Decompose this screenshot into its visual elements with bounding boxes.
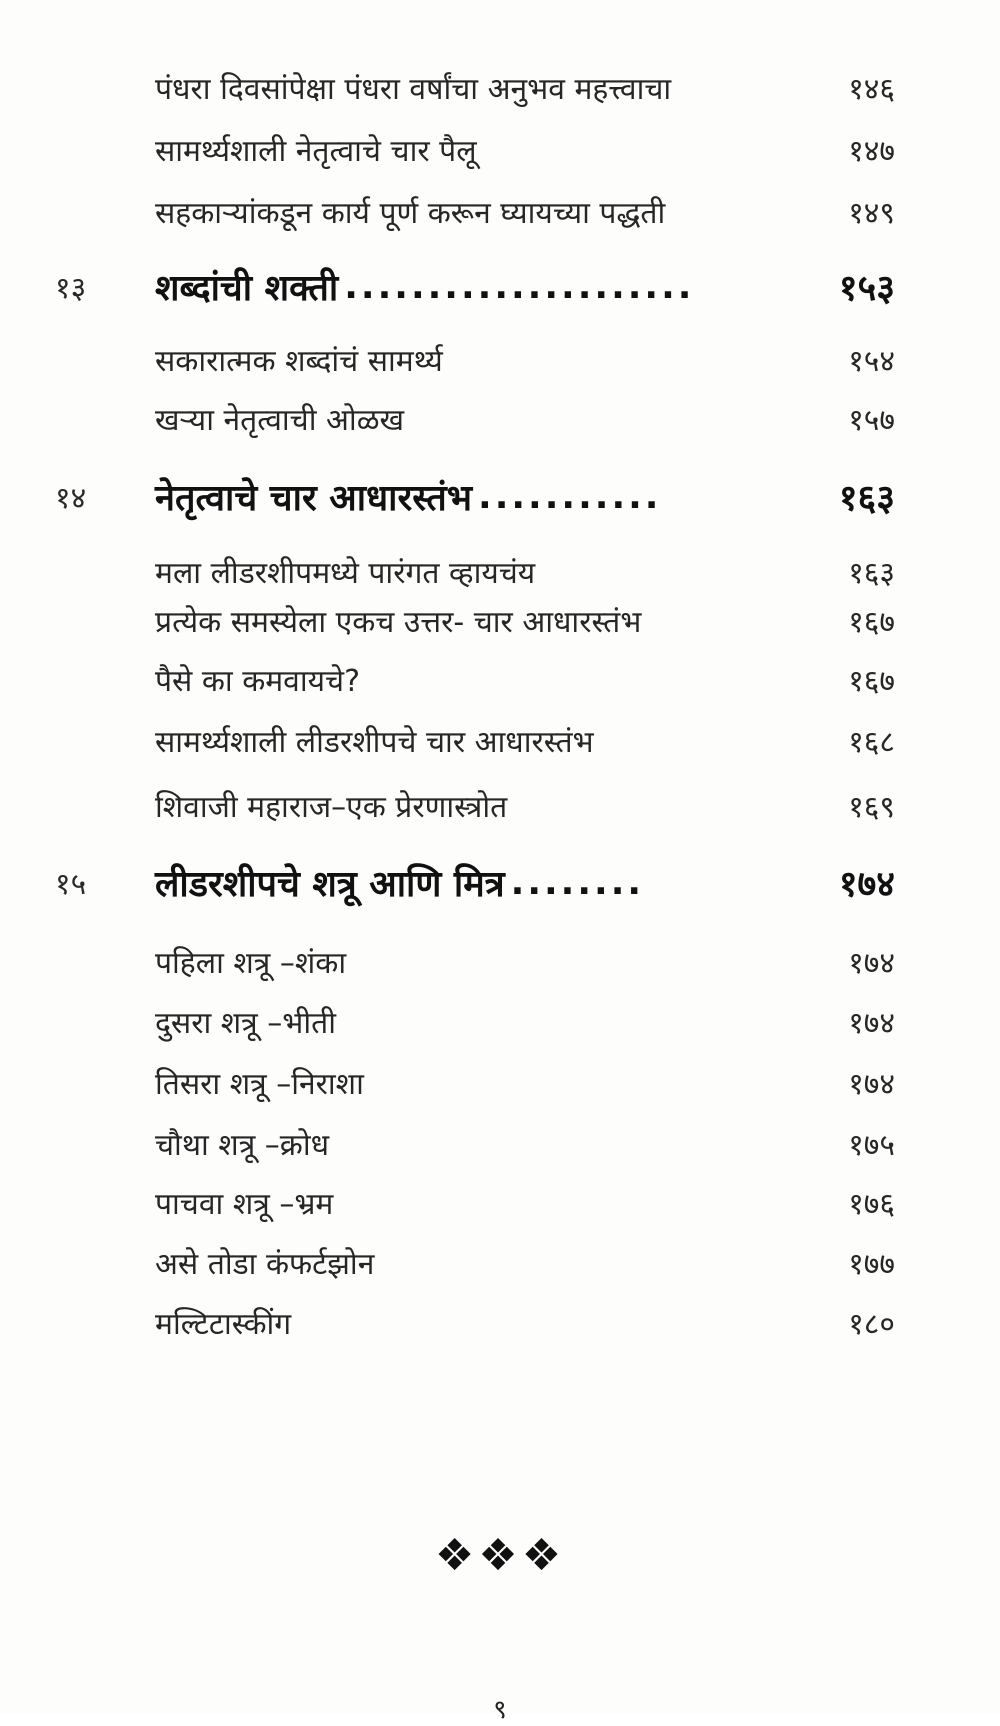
dot-leader: ........ <box>510 861 645 903</box>
toc-entry-title: सामर्थ्यशाली लीडरशीपचे चार आधारस्तंभ <box>155 724 594 760</box>
toc-entry-title: सकारात्मक शब्दांचं सामर्थ्य <box>155 343 443 379</box>
ornament-divider: ❖❖❖ <box>434 1530 566 1581</box>
chapter-page: १६३ <box>838 477 895 519</box>
toc-entry <box>155 546 895 596</box>
toc-entry <box>155 62 895 112</box>
chapter-heading <box>55 254 895 318</box>
toc-entry <box>155 654 895 704</box>
toc-entry-page: १६७ <box>848 663 895 699</box>
toc-entry-title: सामर्थ्यशाली नेतृत्वाचे चार पैलू <box>155 133 477 169</box>
toc-entry-page: १७४ <box>848 1005 895 1041</box>
toc-entry-title: पहिला शत्रू –शंका <box>155 945 347 981</box>
toc-entry-page: १४६ <box>848 71 895 107</box>
dot-leader: ........... <box>478 475 662 517</box>
toc-entry-title: मला लीडरशीपमध्ये पारंगत व्हायचंय <box>155 555 536 591</box>
dot-leader: ..................... <box>344 265 695 307</box>
chapter-number: १४ <box>55 480 87 516</box>
toc-entry-page: १७७ <box>848 1246 895 1282</box>
toc-entry <box>155 186 895 236</box>
toc-entry <box>155 936 895 986</box>
chapter-heading <box>55 850 895 914</box>
toc-entry <box>155 715 895 765</box>
toc-entry-page: १७४ <box>848 1066 895 1102</box>
toc-entry-page: १६८ <box>848 724 895 760</box>
toc-entry-title: खऱ्या नेतृत्वाची ओळख <box>155 402 405 438</box>
toc-entry <box>155 595 895 645</box>
toc-entry <box>155 1118 895 1168</box>
chapter-heading <box>55 464 895 528</box>
toc-entry-title: शिवाजी महाराज–एक प्रेरणास्त्रोत <box>155 789 508 825</box>
toc-entry-title: पाचवा शत्रू –भ्रम <box>155 1186 334 1222</box>
toc-entry <box>155 1177 895 1227</box>
chapter-number: १३ <box>55 270 87 306</box>
toc-entry-title: दुसरा शत्रू –भीती <box>155 1005 337 1041</box>
chapter-title: लीडरशीपचे शत्रू आणि मित्र <box>155 863 505 905</box>
toc-entry-page: १४९ <box>848 195 895 231</box>
toc-entry <box>155 393 895 443</box>
toc-entry <box>155 1237 895 1287</box>
page-number: ९ <box>493 1695 507 1725</box>
toc-entry-page: १६३ <box>848 555 895 591</box>
toc-entry-page: १६७ <box>848 604 895 640</box>
chapter-title: नेतृत्वाचे चार आधारस्तंभ <box>155 477 473 519</box>
toc-entry-title: असे तोडा कंफर्टझोन <box>155 1246 375 1282</box>
toc-entry-page: १६९ <box>848 789 895 825</box>
chapter-number: १५ <box>55 866 87 902</box>
toc-entry-page: १७६ <box>848 1186 895 1222</box>
toc-entry-title: प्रत्येक समस्येला एकच उत्तर- चार आधारस्तंभ <box>155 604 642 640</box>
toc-entry <box>155 1297 895 1347</box>
toc-entry-title: पैसे का कमवायचे? <box>155 663 361 699</box>
chapter-page: १७४ <box>838 863 895 905</box>
toc-entry <box>155 780 895 830</box>
toc-entry-page: १७५ <box>848 1127 895 1163</box>
toc-entry <box>155 124 895 174</box>
toc-entry-title: तिसरा शत्रू –निराशा <box>155 1066 364 1102</box>
toc-entry-page: १५७ <box>848 402 895 438</box>
toc-entry-page: १८० <box>848 1306 895 1342</box>
toc-entry <box>155 334 895 384</box>
toc-entry-page: १७४ <box>848 945 895 981</box>
chapter-title: शब्दांची शक्ती <box>155 267 339 309</box>
chapter-page: १५३ <box>838 267 895 309</box>
toc-entry-title: सहकाऱ्यांकडून कार्य पूर्ण करून घ्यायच्या पद्धती <box>155 195 666 231</box>
toc-entry <box>155 1057 895 1107</box>
toc-entry-page: १५४ <box>848 343 895 379</box>
toc-entry <box>155 996 895 1046</box>
toc-entry-page: १४७ <box>848 133 895 169</box>
toc-entry-title: चौथा शत्रू –क्रोध <box>155 1127 330 1163</box>
toc-entry-title: मल्टिटास्कींग <box>155 1306 292 1342</box>
toc-entry-title: पंधरा दिवसांपेक्षा पंधरा वर्षांचा अनुभव महत्त्वाचा <box>155 71 672 107</box>
